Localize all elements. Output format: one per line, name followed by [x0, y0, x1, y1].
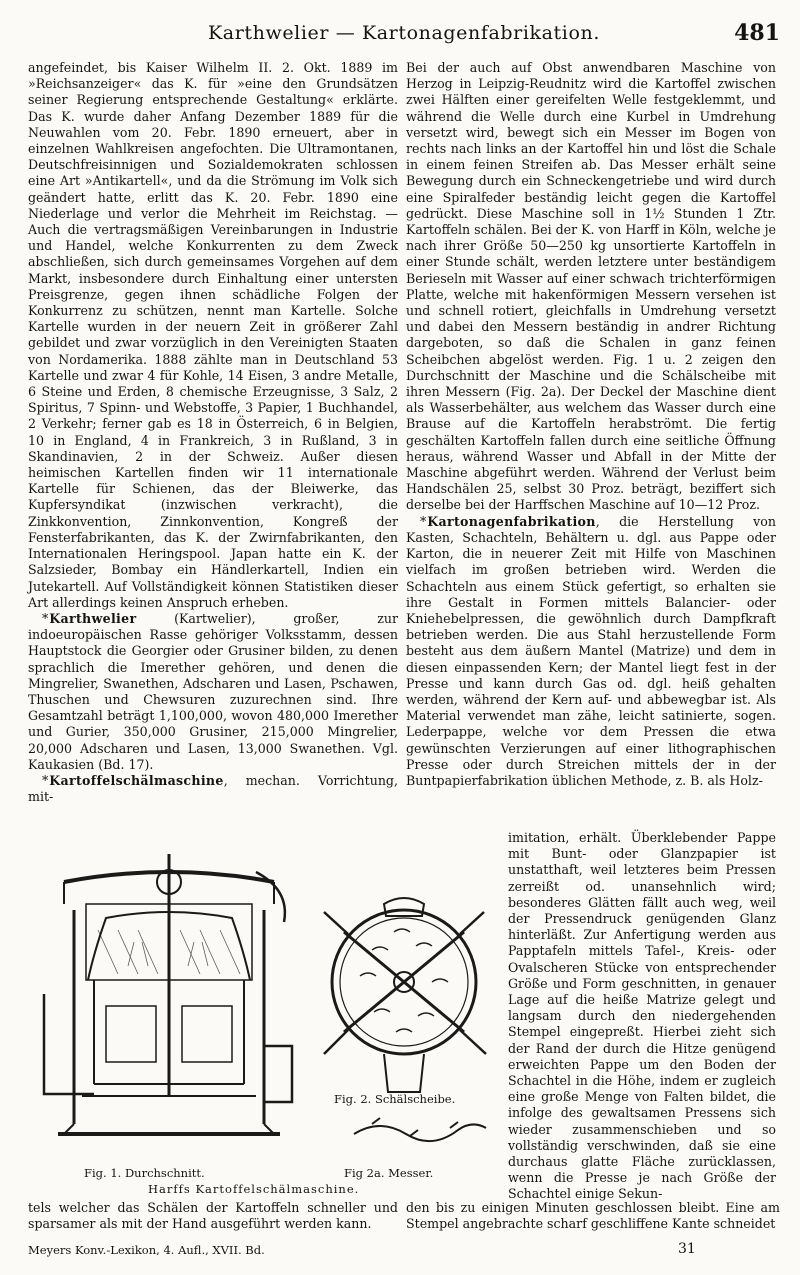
- entry-kartoffelschaelmaschine-body: , mechan. Vorrichtung, mit-: [28, 772, 398, 805]
- entry-kartoffelschaelmaschine: [28, 773, 398, 805]
- running-title: Karthwelier — Kartonagenfabrikation.: [208, 22, 600, 44]
- fig1-caption: Fig. 1. Durchschnitt.: [84, 1166, 205, 1180]
- headword-karthwelier: Karthwelier: [49, 610, 137, 626]
- paragraph-kartonagen-cont: imitation, erhält. Überklebender Pappe mit Bunt- oder Glanzpapier ist unstatthaft, weil letzteres beim Pressen zerreißt od. unansehnlich wird; besonderes Glätten fällt auch weg, weil der Pressendruck genügenden Glanz hinterläßt. Zur Anfertigung werden aus Papptafeln mittels Tafel-, Kreis- oder Ovalscheren Stücke von entsprechender Größe und Form geschnitten, in genauer Lage auf die heiße Matrize gelegt und langsam durch den niedergehenden Stempel eingepreßt. Hierbei zieht sich der Rand der durch die Hitze genügend erweichten Pappe um den Boden der Schachtel in die Höhe, indem er zugleich eine große Menge von Falten bildet, die infolge des gewaltsamen Pressens sich wieder zusammenschieben und so vollständig verschwinden, daß sie eine durchaus glatte Fläche zurücklassen, wenn die Presse je nach Größe der Schachtel einige Sekun-: [508, 830, 776, 1202]
- fig1-cross-section-drawing: [34, 834, 304, 1156]
- entry-kartonagenfabrikation-body: , die Herstellung von Kasten, Schachteln, Behältern u. dgl. aus Pappe oder Karton, die in neuerer Zeit mit Hilfe von Maschinen vielfach im großen betrieben wird. Werden die Schachteln aus einem Stück gefertigt, so erhalten sie ihre Gestalt in Formen mittels Balancier- oder Kniehebelpressen, die gewöhnlich durch Dampfkraft betrieben werden. Die aus Stahl herzustellende Form besteht aus dem äußern Mantel (Matrize) und dem in diesen einpassenden Kern; der Mantel liegt fest in der Presse und kann durch Gas od. dgl. heiß gehalten werden, während der Kern auf- und abbewegbar ist. Als Material verwendet man zähe, leicht satinierte, sogen. Lederpappe, welche vor dem Pressen die etwa gewünschten Verzierungen auf einer lithographischen Presse oder durch Streichen mittels der in der Buntpapierfabrikation üblichen Methode, z. B. als Holz-: [406, 513, 776, 788]
- bottom-left-text: tels welcher das Schälen der Kartoffeln schneller und sparsamer als mit der Hand ausgeführt werden kann.: [28, 1200, 398, 1232]
- paragraph-kartell: angefeindet, bis Kaiser Wilhelm II. 2. Okt. 1889 im »Reichsanzeiger« das K. für »eine den Grundsätzen seiner Regierung entsprechende Gestaltung« erklärte. Das K. wurde daher Anfang Dezember 1889 für die Neuwahlen vom 20. Febr. 1890 erneuert, aber in einzelnen Wahlkreisen angefochten. Die Ultramontanen, Deutschfreisinnigen und Sozialdemokraten schlossen eine Art »Antikartell«, und da die Strömung im Volk sich geändert hatte, erlitt das K. 20. Febr. 1890 eine Niederlage und verlor die Mehrheit im Reichstag. — Auch die vertragsmäßigen Vereinbarungen in Industrie und Handel, welche Konkurrenten zu dem Zweck abschließen, sich durch gemeinsames Vorgehen auf dem Markt, insbesondere durch Einhaltung einer untersten Preisgrenze, gegen ihnen schädliche Folgen der Konkurrenz zu schützen, nennt man Kartelle. Solche Kartelle wurden in der neuern Zeit in größerer Zahl gebildet und zwar vorzüglich in den Vereinigten Staaten von Nordamerika. 1888 zählte man in Deutschland 53 Kartelle und zwar 4 für Kohle, 14 Eisen, 3 andre Metalle, 6 Steine und Erden, 8 chemische Erzeugnisse, 3 Salz, 2 Spiritus, 7 Spinn- und Webstoffe, 3 Papier, 1 Buchhandel, 2 Verkehr; ferner gab es 18 in Österreich, 6 in Belgien, 10 in England, 4 in Frankreich, 3 in Rußland, 3 in Skandinavien, 2 in der Schweiz. Außer diesen heimischen Kartellen finden wir 11 internationale Kartelle für Schienen, das der Bleiwerke, das Kupfersyndikat (inzwischen verkracht), die Zinkkonvention, Zinnkonvention, Kongreß der Fensterfabrikanten, das K. der Zwirnfabrikanten, den Internationalen Heringspool. Japan hatte ein K. der Salzsieder, Bombay ein Händlerkartell, Indien ein Jutekartell. Auf Vollständigkeit können Statistiken dieser Art allerdings keinen Anspruch erheben.: [28, 60, 398, 610]
- figure-block: [28, 828, 504, 1200]
- page-footer: [28, 1243, 780, 1263]
- entry-karthwelier-body: (Kartwelier), großer, zur indoeuropäischen Rasse gehöriger Volksstamm, dessen Hauptstock die Georgier oder Grusiner bilden, zu denen sprachlich die Imerether gehören, und denen die Mingrelier, Swanethen, Adscharen und Lasen, Pschawen, Thuschen und Chewsuren zuzurechnen sind. Ihre Gesamtzahl beträgt 1,100,000, wovon 480,000 Imerether und Gurier, 350,000 Grusiner, 215,000 Mingrelier, 20,000 Adscharen und Lasen, 13,000 Swanethen. Vgl. Kaukasien (Bd. 17).: [28, 610, 398, 772]
- bottom-right-text: den bis zu einigen Minuten geschlossen bleibt. Eine am Stempel angebrachte scharf geschliffene Kante schneidet: [406, 1200, 780, 1232]
- figure-main-caption: Harffs Kartoffelschälmaschine.: [148, 1182, 360, 1196]
- new-entry-mark: *: [42, 772, 49, 788]
- fig2a-knife-drawing: [350, 1110, 490, 1146]
- right-column-narrow: [508, 830, 776, 1203]
- signature-number: 31: [678, 1241, 696, 1257]
- page-number: 481: [734, 20, 780, 46]
- entry-kartonagenfabrikation: [406, 514, 776, 789]
- source-note: Meyers Konv.-Lexikon, 4. Aufl., XVII. Bd.: [28, 1243, 265, 1257]
- right-column: [406, 60, 776, 789]
- headword-kartoffelschaelmaschine: Kartoffelschälmaschine: [49, 772, 224, 788]
- new-entry-mark: *: [42, 610, 49, 626]
- new-entry-mark: *: [420, 513, 427, 529]
- fig2-caption: Fig. 2. Schälscheibe.: [334, 1092, 456, 1106]
- paragraph-kartoffelschaelmaschine-cont: Bei der auch auf Obst anwendbaren Maschine von Herzog in Leipzig-Reudnitz wird die Kartoffel zwischen zwei Hälften einer gereifelten Welle festgeklemmt, und während die Welle durch eine Kurbel in Umdrehung versetzt wird, bewegt sich ein Messer im Bogen von rechts nach links an der Kartoffel hin und löst die Schale in einem feinen Streifen ab. Das Messer erhält seine Bewegung durch ein Schneckengetriebe und wird durch eine Spiralfeder beständig leicht gegen die Kartoffel gedrückt. Diese Maschine soll in 1½ Stunden 1 Ztr. Kartoffeln schälen. Bei der K. von Harff in Köln, welche je nach ihrer Größe 50—250 kg unsortierte Kartoffeln in einer Stunde schält, werden letztere unter beständigem Berieseln mit Wasser auf einer schwach trichterförmigen Platte, welche mit hakenförmigen Messern versehen ist und schnell rotiert, gleichfalls in Umdrehung versetzt und dabei den Messern beständig in andrer Richtung dargeboten, so daß die Schalen in ganz feinen Scheibchen abgelöst werden. Fig. 1 u. 2 zeigen den Durchschnitt der Maschine und die Schälscheibe mit ihren Messern (Fig. 2a). Der Deckel der Maschine dient als Wasserbehälter, aus welchem das Wasser durch eine Brause auf die Kartoffeln herabströmt. Die fertig geschälten Kartoffeln fallen durch eine seitliche Öffnung heraus, während Wasser und Abfall in der Mitte der Maschine abgeführt werden. Während der Verlust beim Handschälen 25, selbst 30 Proz. beträgt, beziffert sich derselbe bei der Harffschen Maschine auf 10—12 Proz.: [406, 60, 776, 513]
- headword-kartonagenfabrikation: Kartonagenfabrikation: [427, 513, 596, 529]
- entry-karthwelier: [28, 611, 398, 773]
- fig2a-caption: Fig 2a. Messer.: [344, 1166, 434, 1180]
- fig2-peeling-disc-drawing: [314, 872, 494, 1108]
- page-header: [28, 22, 780, 52]
- left-column: [28, 60, 398, 805]
